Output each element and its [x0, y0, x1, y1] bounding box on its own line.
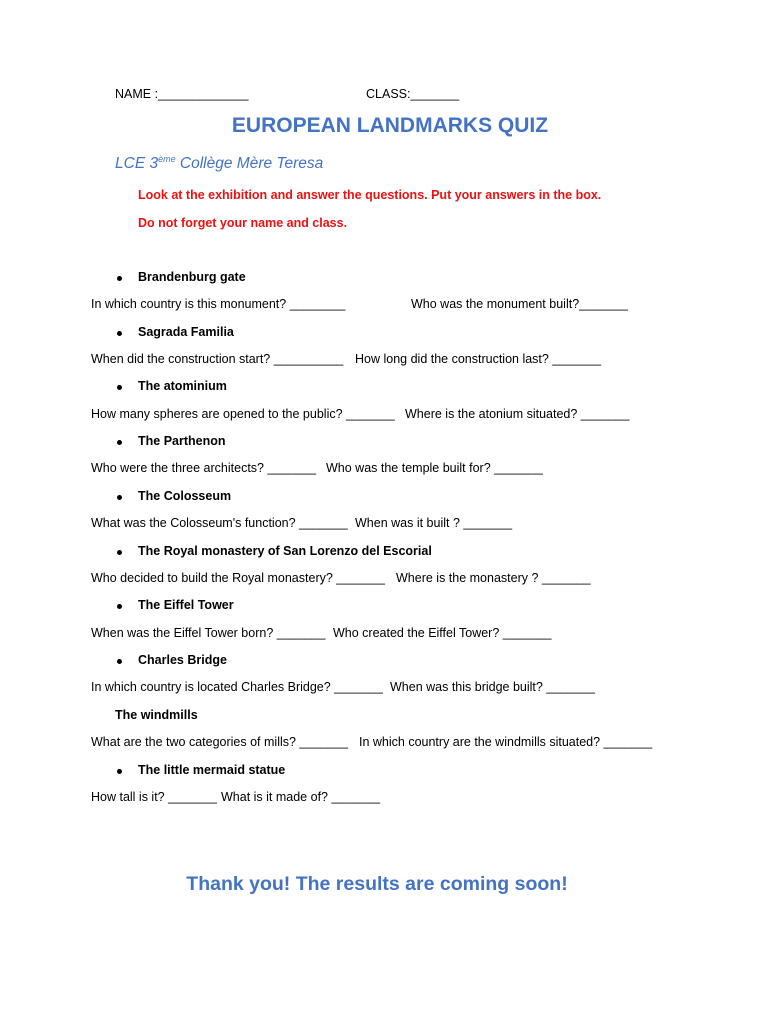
section-heading-text: The Royal monastery of San Lorenzo del Escorial [138, 544, 432, 558]
subtitle-suffix: Collège Mère Teresa [175, 155, 324, 172]
question-left[interactable]: How many spheres are opened to the public? _______ [91, 407, 395, 421]
name-field-line[interactable]: NAME :_____________ [115, 87, 249, 101]
class-field-line[interactable]: CLASS:_______ [366, 87, 460, 101]
instruction-line-2: Do not forget your name and class. [138, 216, 348, 230]
question-left[interactable]: In which country is this monument? ________ [91, 297, 346, 311]
section-heading-text: Charles Bridge [138, 653, 227, 667]
question-right[interactable]: In which country are the windmills situated? _______ [359, 735, 653, 749]
section-heading [138, 489, 231, 503]
section-heading-text: The atominium [138, 379, 227, 393]
section-heading-text: Sagrada Familia [138, 325, 234, 339]
question-right[interactable]: When was it built ? _______ [355, 516, 513, 530]
section-heading [138, 379, 227, 393]
question-right[interactable]: How long did the construction last? _______ [355, 352, 601, 366]
question-left[interactable]: When did the construction start? __________ [91, 352, 344, 366]
subtitle-superscript: ème [158, 154, 176, 164]
question-right[interactable]: Who created the Eiffel Tower? _______ [333, 626, 552, 640]
bullet-icon [117, 659, 122, 664]
section-heading [115, 708, 198, 722]
section-heading-text: The windmills [115, 708, 198, 722]
question-left[interactable]: When was the Eiffel Tower born? _______ [91, 626, 326, 640]
question-left[interactable]: In which country is located Charles Bridge? _______ [91, 680, 383, 694]
question-left[interactable]: What are the two categories of mills? _______ [91, 735, 349, 749]
section-heading [138, 598, 234, 612]
section-heading [138, 544, 432, 558]
section-heading [138, 434, 226, 448]
page-subtitle [115, 154, 323, 173]
question-right[interactable]: What is it made of? _______ [221, 790, 381, 804]
question-left[interactable]: Who decided to build the Royal monastery? _______ [91, 571, 385, 585]
bullet-icon [117, 276, 122, 281]
question-right[interactable]: Who was the monument built?_______ [411, 297, 628, 311]
bullet-icon [117, 550, 122, 555]
bullet-icon [117, 440, 122, 445]
question-right[interactable]: Where is the monastery ? _______ [396, 571, 591, 585]
instruction-line-1: Look at the exhibition and answer the questions. Put your answers in the box. [138, 188, 602, 202]
section-heading-text: The Colosseum [138, 489, 232, 503]
subtitle-prefix: LCE 3 [115, 155, 159, 172]
page-title: EUROPEAN LANDMARKS QUIZ [231, 114, 549, 137]
bullet-icon [117, 385, 122, 390]
section-heading-text: The Eiffel Tower [138, 598, 234, 612]
question-right[interactable]: Where is the atonium situated? _______ [405, 407, 630, 421]
section-heading [138, 763, 285, 777]
bullet-icon [117, 495, 122, 500]
question-left[interactable]: How tall is it? _______ [91, 790, 217, 804]
question-right[interactable]: When was this bridge built? _______ [390, 680, 595, 694]
section-heading-text: The Parthenon [138, 434, 226, 448]
bullet-icon [117, 331, 122, 336]
section-heading [138, 270, 246, 284]
section-heading-text: The little mermaid statue [138, 763, 286, 777]
question-left[interactable]: What was the Colosseum's function? _______ [91, 516, 348, 530]
section-heading [138, 653, 227, 667]
section-heading [138, 325, 234, 339]
question-left[interactable]: Who were the three architects? _______ [91, 461, 317, 475]
question-right[interactable]: Who was the temple built for? _______ [326, 461, 543, 475]
thank-you-message: Thank you! The results are coming soon! [186, 873, 568, 895]
section-heading-text: Brandenburg gate [138, 270, 246, 284]
bullet-icon [117, 604, 122, 609]
bullet-icon [117, 769, 122, 774]
